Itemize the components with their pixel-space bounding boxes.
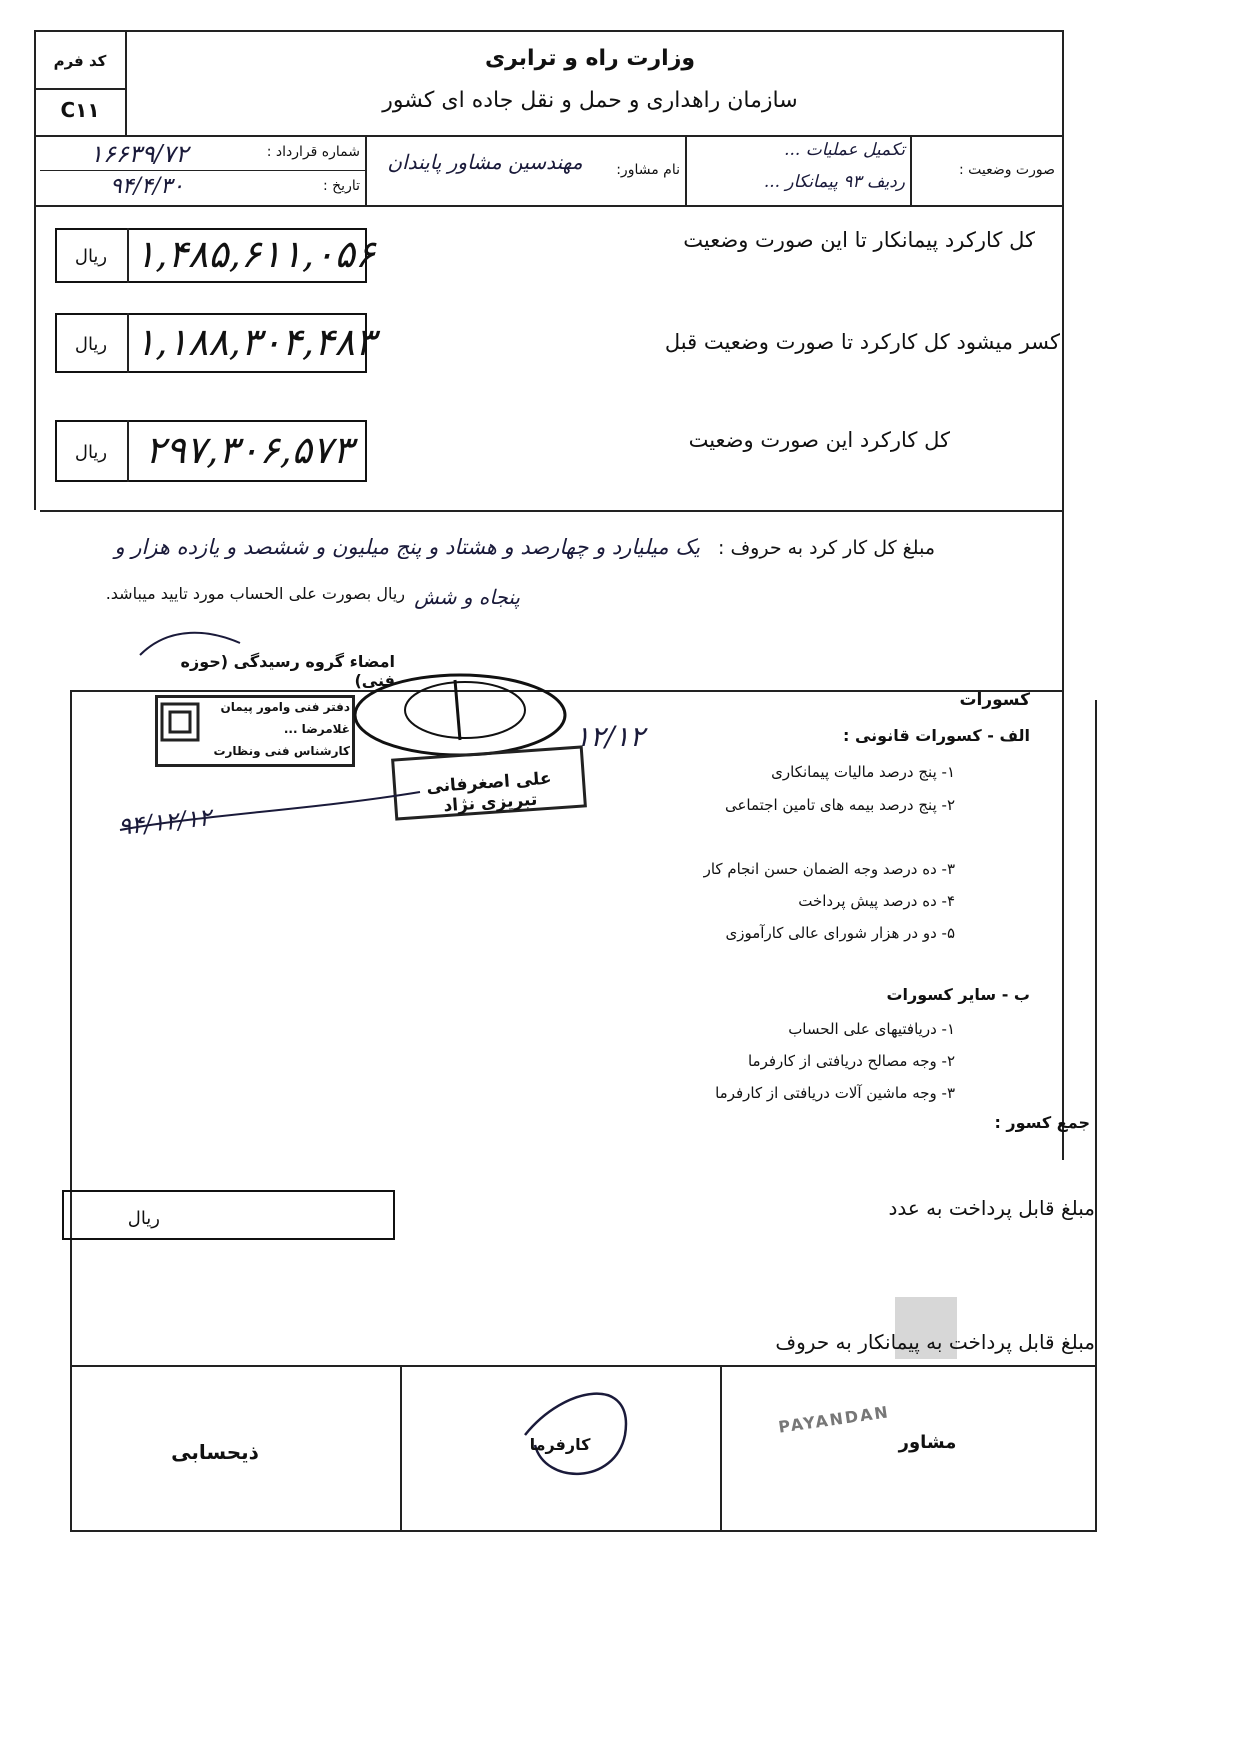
other-item: ۱- دریافتیهای علی الحساب [788,1020,955,1038]
form-code-label: کد فرم [53,52,107,70]
office-stamp-line1: دفتر فنی وامور پیمان [220,700,350,714]
accounting-signature-label: ذیحسابی [171,1440,259,1464]
legal-deductions-title: الف - کسورات قانونی : [843,726,1030,745]
form-code: C۱۱ [60,98,100,122]
organization-title: سازمان راهداری و حمل و نقل جاده ای کشور [382,88,798,113]
employer-signature-label: کارفرما [529,1435,591,1454]
amount-previous-value: ۱,۱۸۸,۳۰۴,۴۸۳ [135,320,376,364]
consultant-stamp: PAYANDAN [777,1402,891,1437]
contract-date: ۹۴/۴/۳۰ [110,174,184,199]
office-logo-icon [160,702,200,742]
legal-item: ۲- پنج درصد بیمه های تامین اجتماعی [724,796,955,814]
office-stamp-line2: غلامرضا ... [283,722,350,736]
amount-previous-unit: ریال [74,334,108,355]
amount-total-label: کل کارکرد پیمانکار تا این صورت وضعیت [683,228,1035,252]
name-stamp: علی اصغرفانی تبریزی نژاد [391,745,587,820]
office-stamp-line3: کارشناس فنی ونظارت [213,744,350,758]
other-item: ۳- وجه ماشین آلات دریافتی از کارفرما [715,1084,955,1102]
payable-words-label: مبلغ قابل پرداخت به پیمانکار به حروف [775,1330,1095,1354]
contract-number-label: شماره قرارداد : [266,144,360,160]
ministry-title: وزارت راه و ترابری [484,46,696,71]
consultant-label: نام مشاور: [616,162,680,178]
legal-item: ۱- پنج درصد مالیات پیمانکاری [771,763,955,781]
amount-current-value: ۲۹۷,۳۰۶,۵۷۳ [145,428,353,472]
initials-date: ۱۲/۱۲ [575,720,645,753]
amount-total-value: ۱,۴۸۵,۶۱۱,۰۵۶ [135,232,376,276]
other-item: ۲- وجه مصالح دریافتی از کارفرما [747,1052,955,1070]
amount-total-unit: ریال [74,246,108,267]
contract-date-label: تاریخ : [322,178,360,194]
contract-number: ۱۶۶۳۹/۷۲ [90,140,189,168]
sign-date: ۹۴/۱۲/۱۲ [116,803,213,841]
legal-item: ۵- دو در هزار شورای عالی کارآموزی [725,924,955,942]
consultant-name: مهندسین مشاور پایندان [387,150,583,174]
words-handwritten-line1: یک میلیارد و چهارصد و هشتاد و پنج میلیون و ششصد و یازده هزار و [114,535,700,559]
payable-unit: ریال [127,1208,160,1229]
amount-current-label: کل کارکرد این صورت وضعیت [688,428,950,452]
deductions-title: کسورات [959,690,1030,710]
words-label: مبلغ کل کار کرد به حروف : [718,537,935,559]
status-value-line1: تکمیل عملیات ... [784,140,905,160]
review-signature-label: امضاء گروه رسیدگی (حوزه فنی) [180,652,395,690]
legal-item: ۳- ده درصد وجه الضمان حسن انجام کار [703,860,955,878]
other-deductions-title: ب - سایر کسورات [886,985,1030,1004]
status-value-line2: ردیف ۹۳ پیمانکار ... [763,172,905,192]
status-label: صورت وضعیت : [958,162,1055,178]
legal-item: ۴- ده درصد پیش پرداخت [798,892,955,910]
consultant-signature-label: مشاور [898,1432,957,1453]
payable-numeric-label: مبلغ قابل پرداخت به عدد [888,1196,1095,1220]
review-signature-scribble [130,625,250,665]
total-deductions-label: جمع کسور : [994,1113,1090,1132]
words-approval: ریال بصورت علی الحساب مورد تایید میباشد. [105,584,405,603]
amount-previous-label: کسر میشود کل کارکرد تا صورت وضعیت قبل [664,330,1060,354]
amount-current-unit: ریال [74,442,108,463]
words-handwritten-line2: پنجاه و شش [414,585,520,609]
